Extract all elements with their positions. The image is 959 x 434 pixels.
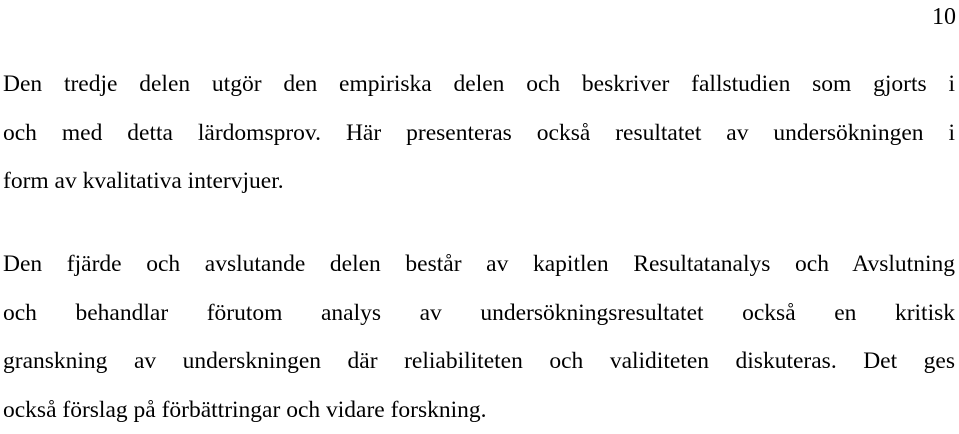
text-line: och med detta lärdomsprov. Här presenteras också resultatet av undersökningen i [3,109,955,158]
page-number: 10 [932,2,956,32]
text-line: också förslag på förbättringar och vidare forskning. [3,386,955,434]
text-line: Den fjärde och avslutande delen består av kapitlen Resultatanalys och Avslutning [3,240,955,289]
text-line: och behandlar förutom analys av undersökningsresultatet också en kritisk [3,289,955,338]
paragraph-empirical-part [3,60,955,206]
text-line: granskning av underskningen där reliabiliteten och validiteten diskuteras. Det ges [3,337,955,386]
paragraph-final-part [3,240,955,434]
text-line: Den tredje delen utgör den empiriska delen och beskriver fallstudien som gjorts i [3,60,955,109]
text-line: form av kvalitativa intervjuer. [3,157,955,206]
